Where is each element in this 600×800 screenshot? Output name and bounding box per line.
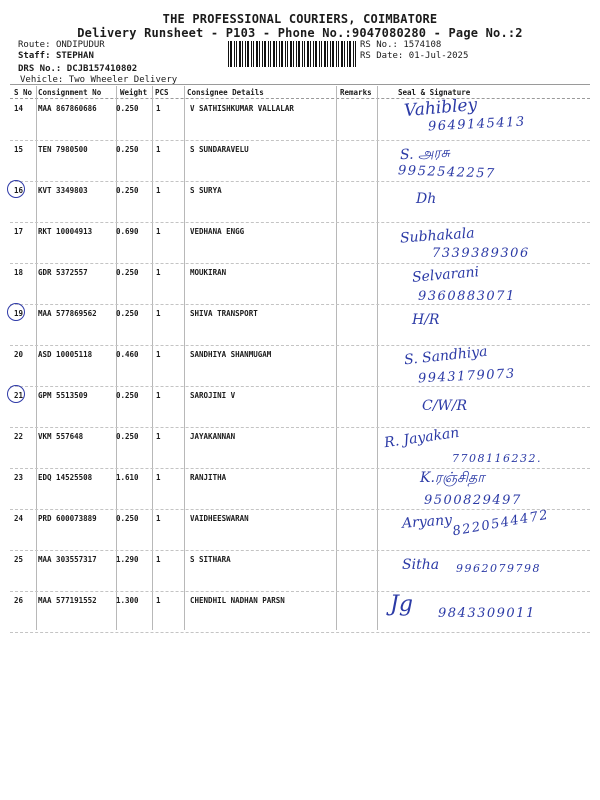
- row-weight: 0.250: [116, 514, 139, 523]
- row-pcs: 1: [156, 432, 161, 441]
- row-weight: 0.250: [116, 186, 139, 195]
- row-weight: 1.300: [116, 596, 139, 605]
- row-sno: 16: [14, 186, 24, 195]
- barcode-bar: [296, 41, 297, 67]
- barcode-bar: [236, 41, 237, 67]
- barcode-bar: [313, 41, 314, 67]
- row-weight: 0.250: [116, 145, 139, 154]
- row-pcs: 1: [156, 555, 161, 564]
- barcode-bar: [281, 41, 283, 67]
- row-consignment-no: TEN 7980500: [38, 145, 88, 154]
- row-consignee: S SITHARA: [190, 555, 231, 564]
- barcode-bar: [251, 41, 252, 67]
- barcode-bar: [310, 41, 311, 67]
- barcode: [228, 41, 356, 67]
- staff-line: [18, 51, 177, 62]
- row-consignment-no: MAA 867860686: [38, 104, 97, 113]
- barcode-bar: [273, 41, 275, 67]
- barcode-bar: [256, 41, 258, 67]
- signature-14: Vahibley: [403, 94, 478, 122]
- phone-15: 9952542257: [397, 163, 496, 182]
- row-pcs: 1: [156, 391, 161, 400]
- barcode-bar: [330, 41, 331, 67]
- row-sno: 25: [14, 555, 24, 564]
- staff-value: STEPHAN: [55, 51, 94, 61]
- right-meta: [360, 40, 468, 62]
- row-consignee: MOUKIRAN: [190, 268, 227, 277]
- row-consignment-no: GPM 5513509: [38, 391, 88, 400]
- barcode-bar: [347, 41, 348, 67]
- drs-value: DCJB157410802: [66, 64, 138, 74]
- row-pcs: 1: [156, 145, 161, 154]
- row-weight: 0.250: [116, 432, 139, 441]
- row-sno: 15: [14, 145, 24, 154]
- drs-label: DRS No.:: [18, 64, 62, 74]
- col-seal: Seal & Signature: [398, 88, 471, 97]
- barcode-bar: [230, 41, 232, 67]
- route-line: [18, 40, 177, 51]
- row-consignment-no: MAA 577191552: [38, 596, 97, 605]
- row-consignment-no: EDQ 14525508: [38, 473, 93, 482]
- phone-23: 9500829497: [424, 493, 522, 508]
- phone-20: 9943179073: [417, 366, 517, 387]
- col-weight: Weight: [120, 88, 148, 97]
- barcode-bar: [332, 41, 334, 67]
- row-sno: 24: [14, 514, 24, 523]
- row-sno: 23: [14, 473, 24, 482]
- phone-22: 7708116232.: [452, 452, 542, 465]
- rs-date-value: 01-Jul-2025: [408, 51, 469, 61]
- table-row: [10, 181, 590, 223]
- signature-24: Aryany: [401, 512, 453, 532]
- table-row: [10, 140, 590, 182]
- route-label: Route:: [18, 40, 51, 50]
- barcode-bar: [279, 41, 280, 67]
- barcode-bar: [262, 41, 263, 67]
- row-consignee: VAIDHEESWARAN: [190, 514, 249, 523]
- row-consignment-no: ASD 10005118: [38, 350, 93, 359]
- row-sno: 20: [14, 350, 24, 359]
- barcode-bar: [319, 41, 320, 67]
- rs-date-line: [360, 51, 468, 62]
- barcode-bar: [259, 41, 260, 67]
- table-row: [10, 386, 590, 428]
- row-pcs: 1: [156, 473, 161, 482]
- row-pcs: 1: [156, 596, 161, 605]
- barcode-bar: [304, 41, 305, 67]
- barcode-bar: [290, 41, 292, 67]
- rs-no-label: RS No.:: [360, 40, 398, 50]
- table-top-rule: [10, 84, 590, 85]
- barcode-bar: [341, 41, 343, 67]
- row-weight: 0.250: [116, 391, 139, 400]
- row-consignee: CHENDHIL NADHAN PARSN: [190, 596, 285, 605]
- row-weight: 0.690: [116, 227, 139, 236]
- barcode-bar: [268, 41, 269, 67]
- row-pcs: 1: [156, 350, 161, 359]
- col-consignment: Consignment No: [38, 88, 102, 97]
- barcode-bar: [253, 41, 254, 67]
- row-weight: 0.250: [116, 309, 139, 318]
- phone-17: 7339389306: [432, 246, 530, 261]
- phone-26: 9843309011: [438, 606, 536, 621]
- col-consignee: Consignee Details: [187, 88, 264, 97]
- barcode-bar: [344, 41, 345, 67]
- rs-date-label: RS Date:: [360, 51, 404, 61]
- row-consignment-no: MAA 577869562: [38, 309, 97, 318]
- row-sno: 22: [14, 432, 24, 441]
- barcode-bar: [276, 41, 277, 67]
- barcode-bar: [245, 41, 246, 67]
- barcode-bar: [321, 41, 322, 67]
- row-pcs: 1: [156, 227, 161, 236]
- table-row: [10, 304, 590, 346]
- row-consignment-no: VKM 557648: [38, 432, 84, 441]
- vehicle-label: Vehicle:: [20, 75, 64, 85]
- barcode-bar: [307, 41, 309, 67]
- row-consignee: SANDHIYA SHANMUGAM: [190, 350, 272, 359]
- phone-24: 8220544472: [451, 507, 551, 540]
- row-consignment-no: KVT 3349803: [38, 186, 88, 195]
- row-pcs: 1: [156, 309, 161, 318]
- row-weight: 1.290: [116, 555, 139, 564]
- row-consignment-no: RKT 10004913: [38, 227, 93, 236]
- row-sno: 14: [14, 104, 24, 113]
- row-weight: 0.250: [116, 104, 139, 113]
- row-sno: 26: [14, 596, 24, 605]
- runsheet-subtitle: Delivery Runsheet - P103 - Phone No.:9047080280 - Page No.:2: [77, 26, 523, 40]
- col-sno: S No: [14, 88, 33, 97]
- row-consignee: S SURYA: [190, 186, 222, 195]
- signature-19: H/R: [412, 312, 440, 328]
- row-pcs: 1: [156, 514, 161, 523]
- signature-25: Sitha: [402, 557, 440, 573]
- col-remarks: Remarks: [340, 88, 372, 97]
- barcode-bar: [270, 41, 271, 67]
- route-value: ONDIPUDUR: [55, 40, 105, 50]
- company-title: THE PROFESSIONAL COURIERS, COIMBATORE: [162, 12, 438, 26]
- barcode-bar: [228, 41, 229, 67]
- staff-label: Staff:: [18, 51, 51, 61]
- signature-26: Jg: [390, 592, 413, 617]
- barcode-bar: [234, 41, 235, 67]
- vehicle-value: Two Wheeler Delivery: [68, 75, 178, 85]
- row-consignee: RANJITHA: [190, 473, 227, 482]
- phone-14: 9649145413: [427, 114, 527, 135]
- barcode-bar: [247, 41, 249, 67]
- row-pcs: 1: [156, 186, 161, 195]
- col-pcs: PCS: [155, 88, 169, 97]
- signature-15: S. அரசு: [399, 144, 451, 164]
- drs-line: [18, 64, 177, 75]
- row-weight: 0.250: [116, 268, 139, 277]
- signature-22: R. Jayakan: [383, 424, 461, 452]
- barcode-bar: [355, 41, 356, 67]
- barcode-bar: [293, 41, 294, 67]
- barcode-bar: [239, 41, 241, 67]
- barcode-bar: [338, 41, 339, 67]
- barcode-bar: [353, 41, 354, 67]
- signature-17: Subhakala: [399, 225, 476, 247]
- signature-18: Selvarani: [411, 264, 480, 286]
- barcode-bar: [324, 41, 326, 67]
- barcode-bar: [287, 41, 288, 67]
- signature-16: Dh: [416, 191, 437, 207]
- barcode-bar: [242, 41, 243, 67]
- row-consignment-no: PRD 600073889: [38, 514, 97, 523]
- barcode-bar: [302, 41, 303, 67]
- row-pcs: 1: [156, 268, 161, 277]
- row-sno: 17: [14, 227, 24, 236]
- barcode-bar: [264, 41, 266, 67]
- barcode-bar: [349, 41, 351, 67]
- barcode-bar: [285, 41, 286, 67]
- barcode-bar: [327, 41, 328, 67]
- row-consignee: SAROJINI V: [190, 391, 236, 400]
- row-sno: 18: [14, 268, 24, 277]
- row-weight: 0.460: [116, 350, 139, 359]
- phone-25: 9962079798: [456, 562, 541, 575]
- signature-20: S. Sandhiya: [403, 343, 489, 369]
- row-consignment-no: GDR 5372557: [38, 268, 88, 277]
- left-meta: [18, 40, 177, 86]
- phone-18: 9360883071: [418, 289, 516, 304]
- rs-no-line: [360, 40, 468, 51]
- barcode-bar: [298, 41, 300, 67]
- row-weight: 1.610: [116, 473, 139, 482]
- signature-23: K.ரஞ்சிதா: [420, 470, 485, 486]
- barcode-bar: [336, 41, 337, 67]
- rs-no-value: 1574108: [403, 40, 442, 50]
- signature-21: C/W/R: [422, 398, 468, 414]
- row-sno: 21: [14, 391, 24, 400]
- row-consignee: S SUNDARAVELU: [190, 145, 249, 154]
- row-consignee: V SATHISHKUMAR VALLALAR: [190, 104, 294, 113]
- barcode-bar: [315, 41, 317, 67]
- row-consignee: JAYAKANNAN: [190, 432, 236, 441]
- row-pcs: 1: [156, 104, 161, 113]
- row-consignment-no: MAA 303557317: [38, 555, 97, 564]
- row-consignee: SHIVA TRANSPORT: [190, 309, 258, 318]
- row-consignee: VEDHANA ENGG: [190, 227, 245, 236]
- row-sno: 19: [14, 309, 24, 318]
